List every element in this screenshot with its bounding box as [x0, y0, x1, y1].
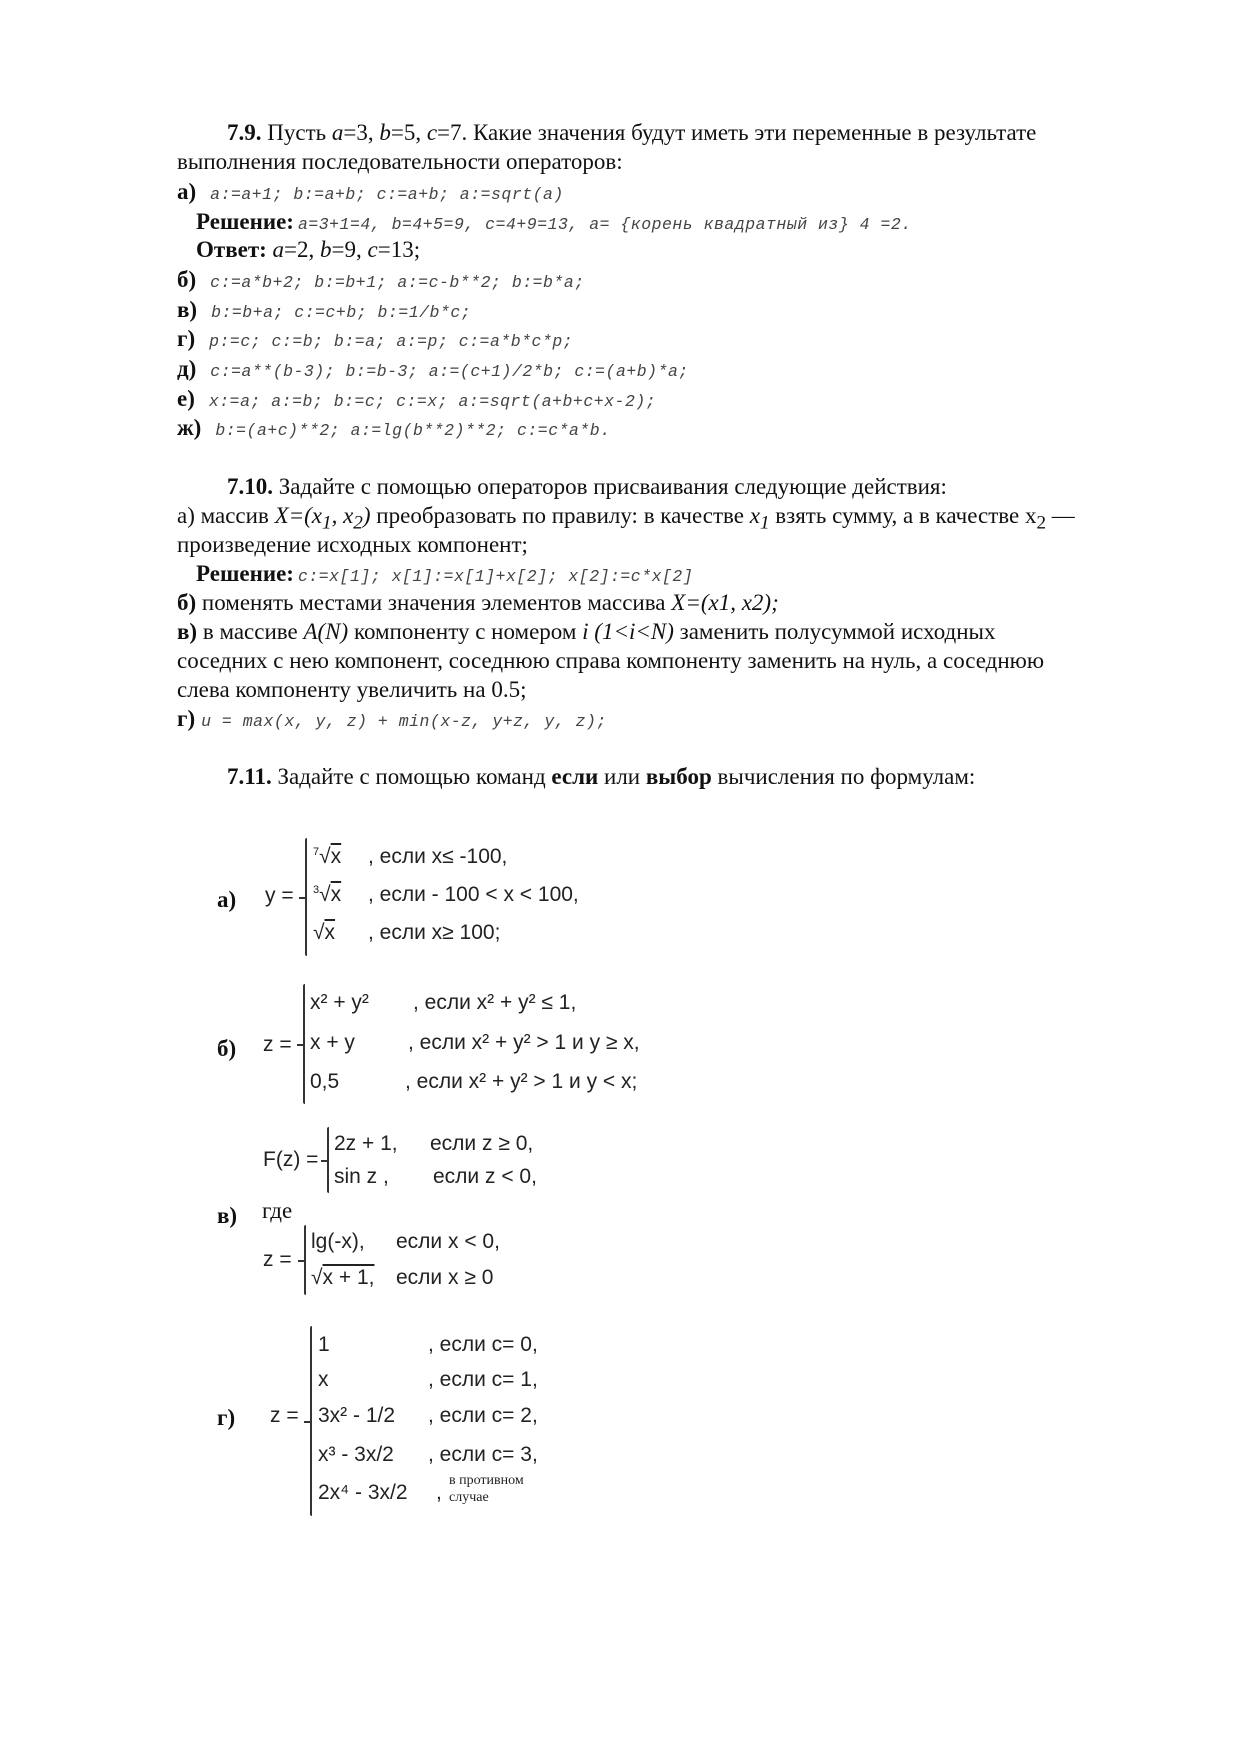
- problem-7-10-v-line-3: слева компоненту увеличить на 0.5;: [177, 677, 527, 702]
- formula-b-label: б): [217, 1036, 237, 1061]
- item-g: г) p:=c; c:=b; b:=a; a:=p; c:=a*b*c*p;: [177, 326, 574, 351]
- formula-a-case-1: $^7$√x: [313, 845, 342, 868]
- item-a: а) a:=a+1; b:=a+b; c:=a+b; a:=sqrt(a): [177, 179, 564, 204]
- problem-7-10-a: а) массив $X=(x_1$, $x_2$) преобразовать по правилу: в качестве $x_1$ взять сумму, а в качестве $x_2$ —: [177, 503, 1075, 534]
- formula-g-label: г): [217, 1405, 236, 1430]
- formula-g-brace: [310, 1326, 312, 1516]
- problem-7-9-line-2: выполнения последовательности операторов:: [177, 149, 623, 174]
- item-d: д) c:=a**(b-3); b:=b-3; a:=(c+1)/2*b; c:=(a+b)*a;: [177, 356, 689, 381]
- problem-7-10-v-line-2: соседних с нею компонент, соседнюю справа компоненту заменить на нуль, а соседнюю: [177, 648, 1045, 673]
- solution-line: Решение: c:=x[1]; x[1]:=x[1]+x[2]; x[2]:=c*x[2]: [196, 561, 694, 586]
- formula-v-label: в): [217, 1203, 238, 1228]
- answer-line: Ответ: a=2, b=9, c=13;: [196, 237, 421, 262]
- problem-7-10-a-line-2: произведение исходных компонент;: [177, 532, 528, 557]
- formula-b-brace: [303, 984, 305, 1104]
- formula-a-brace: [305, 838, 307, 956]
- problem-7-10-intro: 7.10. Задайте с помощью операторов присваивания следующие действия:: [227, 474, 947, 499]
- formula-a-case-2: $^3$√x: [313, 883, 342, 906]
- problem-number: 7.11.: [227, 764, 272, 789]
- formula-a-lhs: y =: [265, 884, 294, 907]
- formula-v-f-lhs: F(z) =: [263, 1148, 319, 1171]
- problem-7-10-g: г) u = max(x, y, z) + min(x-z, y+z, y, z);: [177, 706, 607, 731]
- formula-g-lhs: z =: [270, 1404, 299, 1427]
- item-e: е) x:=a; a:=b; b:=c; c:=x; a:=sqrt(a+b+c+x-2);: [177, 386, 657, 411]
- problem-7-9-line-1: 7.9. Пусть a=3, b=5, c=7. Какие значения будут иметь эти переменные в результате: [227, 120, 1037, 145]
- problem-number: 7.9.: [227, 120, 262, 145]
- item-v: в) b:=b+a; c:=c+b; b:=1/b*c;: [177, 297, 472, 322]
- item-zh: ж) b:=(a+c)**2; a:=lg(b**2)**2; c:=c*a*b.: [177, 415, 611, 440]
- formula-b-lhs: z =: [263, 1033, 292, 1056]
- formula-v-z-lhs: z =: [263, 1248, 292, 1271]
- formula-v-f-brace: [327, 1127, 329, 1193]
- problem-7-11-intro: 7.11. Задайте с помощью команд если или выбор вычисления по формулам:: [227, 764, 976, 789]
- problem-number: 7.10.: [227, 474, 273, 499]
- formula-v-z-brace: [304, 1225, 306, 1295]
- formula-v-where: где: [262, 1198, 293, 1223]
- code-line: a:=a+1; b:=a+b; c:=a+b; a:=sqrt(a): [210, 185, 564, 204]
- item-b: б) c:=a*b+2; b:=b+1; a:=c-b**2; b:=b*a;: [177, 267, 585, 292]
- formula-a-label: а): [217, 887, 237, 912]
- formula-a-case-3: √x: [313, 921, 336, 944]
- formula-v-z-case-2: √x + 1,: [311, 1266, 375, 1289]
- solution-line: Решение: a=3+1=4, b=4+5=9, c=4+9=13, a= {корень квадратный из} 4 =2.: [196, 209, 912, 234]
- formula-g-otherwise: в противном случае: [449, 1473, 524, 1505]
- problem-7-10-v: в) в массиве A(N) компоненту с номером i (1<i<N) заменить полусуммой исходных: [177, 619, 996, 644]
- problem-7-10-b: б) поменять местами значения элементов массива X=(x1, x2);: [177, 590, 779, 615]
